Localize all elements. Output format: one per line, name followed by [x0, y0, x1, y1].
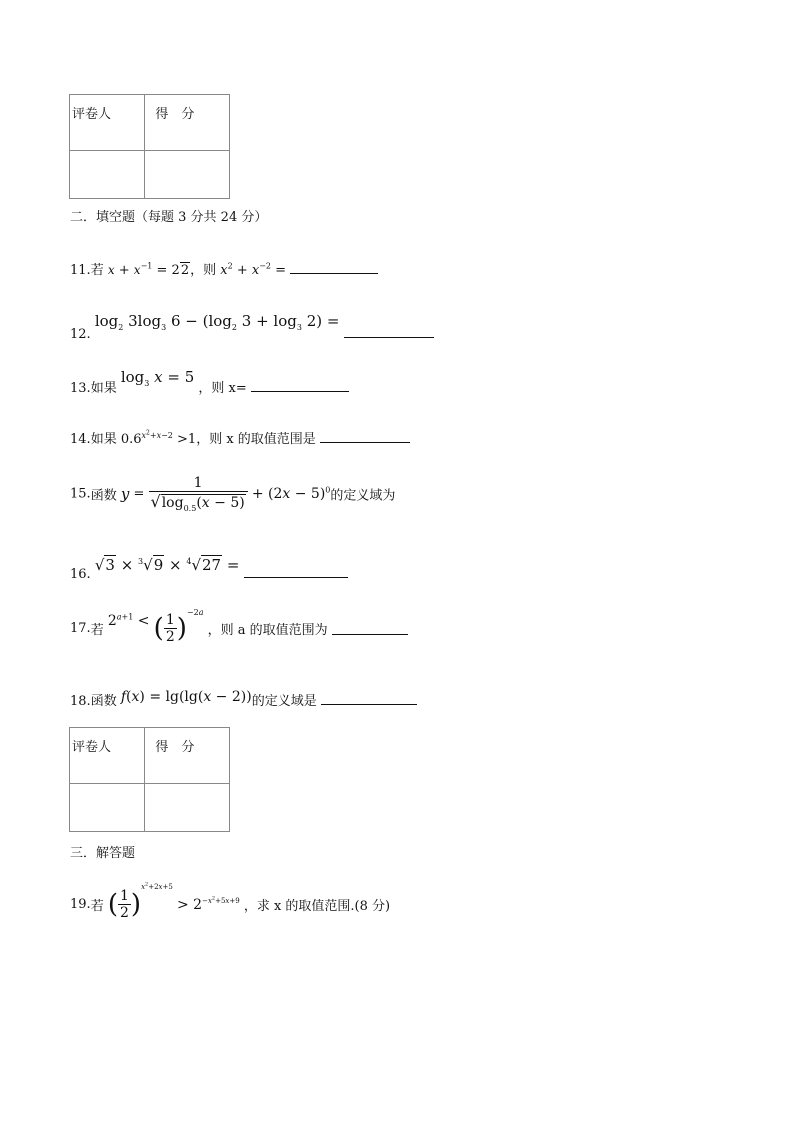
score-label: 得 分 [145, 95, 230, 151]
answer-blank-11[interactable] [290, 261, 378, 274]
score-table-1 [69, 94, 230, 199]
question-17: 17.若 $2^{a+1}$ < ( $\frac{1}{2}$ )$^{-2a}$ ，则 a 的取值范围为 [70, 612, 408, 645]
answer-blank-13[interactable] [251, 379, 349, 392]
question-12: 12. $\log_2 3\log_3$ $6 - (\log_2$ $3 + \log_3 2$) = [70, 312, 434, 332]
section-3-title: 三．解答题 [70, 846, 136, 861]
reviewer-label: 评卷人 [70, 728, 145, 784]
question-14: 14.如果 $0.6^{x^2+x-2} >1$，则 x 的取值范围是 [70, 428, 410, 447]
answer-blank-18[interactable] [321, 692, 417, 705]
question-18: 18.函数 f(x) = lg(lg(x − 2))的定义域是 [70, 686, 417, 705]
question-16: 16. √3 × $^3$√9 × $^4$√27 = [70, 556, 348, 574]
score-label: 得 分 [145, 728, 230, 784]
answer-blank-17[interactable] [332, 622, 408, 635]
answer-blank-14[interactable] [320, 430, 410, 443]
section-2-title: 二．填空题（每题 3 分共 24 分） [70, 210, 268, 225]
score-cell[interactable] [145, 151, 230, 199]
answer-blank-16[interactable] [244, 565, 348, 578]
answer-blank-12[interactable] [344, 325, 434, 338]
reviewer-cell[interactable] [70, 784, 145, 832]
score-table-2 [69, 727, 230, 832]
question-11: 11.若 $x + x^{-1} = 22$，则 $x^2 + x^{-2}$ = [70, 259, 378, 278]
score-cell[interactable] [145, 784, 230, 832]
question-19: 19.若 ( $\frac{1}{2}$ )$^{x^2+2x+5} > 2^{-x^2+5x+9}$ ，求 x 的取值范围.(8 分) [70, 881, 391, 921]
reviewer-label: 评卷人 [70, 95, 145, 151]
question-15: 15.函数 y = $\frac{1}{√\log_{0.5}(x - 5)}$ + $(2x - 5)^0$的定义域为 [70, 475, 396, 513]
question-13: 13.如果 $\log_3 x = 5$ ，则 x= [70, 367, 349, 388]
reviewer-cell[interactable] [70, 151, 145, 199]
